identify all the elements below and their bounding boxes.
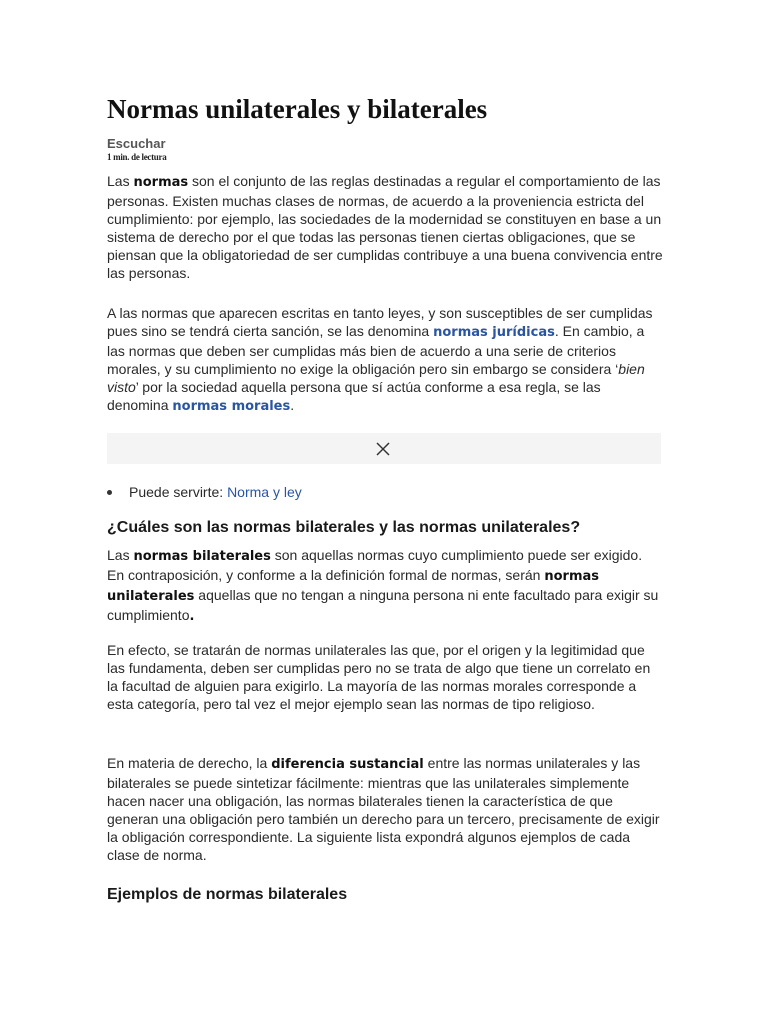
text: A las normas que aparecen escritas en tanto leyes, y son susceptibles de ser cumplidas pues sino se tendrá cierta sanción, se las denomina bbox=[107, 305, 653, 339]
paragraph-efecto: En efecto, se tratarán de normas unilaterales las que, por el origen y la legitimidad que las fundamenta, deben ser cumplidas pero no se trata de algo que tiene un correlato en la facultad de alguien para exigirlo. La mayoría de las normas morales corresponde a esta categoría, pero tal vez el mejor ejemplo sean las normas de tipo religioso. bbox=[107, 642, 651, 712]
text: son el conjunto de las reglas destinadas a regular el comportamiento de las personas. Existen muchas clases de normas, de acuerdo a la proveniencia estricta del cumplimiento: por ejemplo, las sociedades de la modernidad se constituyen en base a un sistema de derecho por el que todas las personas tienen ciertas obligaciones, que se piensan que la obligatoriedad de ser cumplidas contribuye a una buena convivencia entre las personas. bbox=[107, 173, 663, 281]
bold-normas-bilaterales: normas bilaterales bbox=[133, 549, 271, 564]
link-norma-y-ley[interactable]: Norma y ley bbox=[227, 484, 302, 500]
related-prefix: Puede servirte: bbox=[129, 484, 228, 500]
read-time: 1 min. de lectura bbox=[107, 152, 167, 162]
text: entre las normas unilaterales y las bilaterales se puede sintetizar fácilmente: mientras que las unilaterales simplemente hacen nacer una obligación, las normas bilaterales tienen la característica de que generan una obligación pero también un derecho para un tercero, precisamente de exigir la obligación correspondiente. La siguiente lista expondrá algunos ejemplos de cada clase de norma. bbox=[107, 755, 660, 863]
section-heading-cuales: ¿Cuáles son las normas bilaterales y las normas unilaterales? bbox=[107, 519, 581, 536]
bold-diferencia-sustancial: diferencia sustancial bbox=[271, 757, 424, 772]
bold-period: . bbox=[189, 609, 195, 624]
italic-bien-visto: bien visto bbox=[107, 361, 645, 395]
section-heading-ejemplos: Ejemplos de normas bilaterales bbox=[107, 886, 348, 903]
paragraph-definiciones bbox=[107, 546, 663, 626]
ad-bar bbox=[107, 433, 661, 464]
text: Las bbox=[107, 547, 134, 563]
text: ’ por la sociedad aquella persona que sí actúa conforme a esa regla, se las denomina bbox=[107, 379, 601, 413]
text: Las bbox=[107, 173, 134, 189]
text: . En cambio, a las normas que deben ser cumplidas más bien de acuerdo a una serie de criterios morales, y su cumplimiento no exige la obligación pero sin embargo se considera ‘ bbox=[107, 323, 645, 377]
text: En materia de derecho, la bbox=[107, 755, 272, 771]
listen-button[interactable]: Escuchar bbox=[107, 136, 166, 151]
bullet-dot bbox=[107, 490, 112, 495]
text: son aquellas normas cuyo cumplimiento puede ser exigido. En contraposición, y conforme a la definición formal de normas, serán bbox=[107, 547, 643, 583]
text: . bbox=[290, 397, 295, 413]
paragraph-juridicas bbox=[107, 304, 663, 416]
close-icon[interactable] bbox=[375, 441, 391, 457]
bold-normas: normas bbox=[133, 175, 189, 190]
link-normas-morales[interactable]: normas morales bbox=[172, 399, 291, 414]
related-link-item bbox=[129, 484, 302, 500]
paragraph-intro bbox=[107, 172, 663, 282]
link-normas-juridicas[interactable]: normas jurídicas bbox=[433, 325, 555, 340]
article-title: Normas unilaterales y bilaterales bbox=[107, 94, 488, 124]
paragraph-derecho bbox=[107, 754, 663, 864]
bold-normas-unilaterales: normas unilaterales bbox=[107, 569, 599, 604]
text: aquellas que no tengan a ninguna persona ni ente facultado para exigir su cumplimiento bbox=[107, 587, 659, 623]
